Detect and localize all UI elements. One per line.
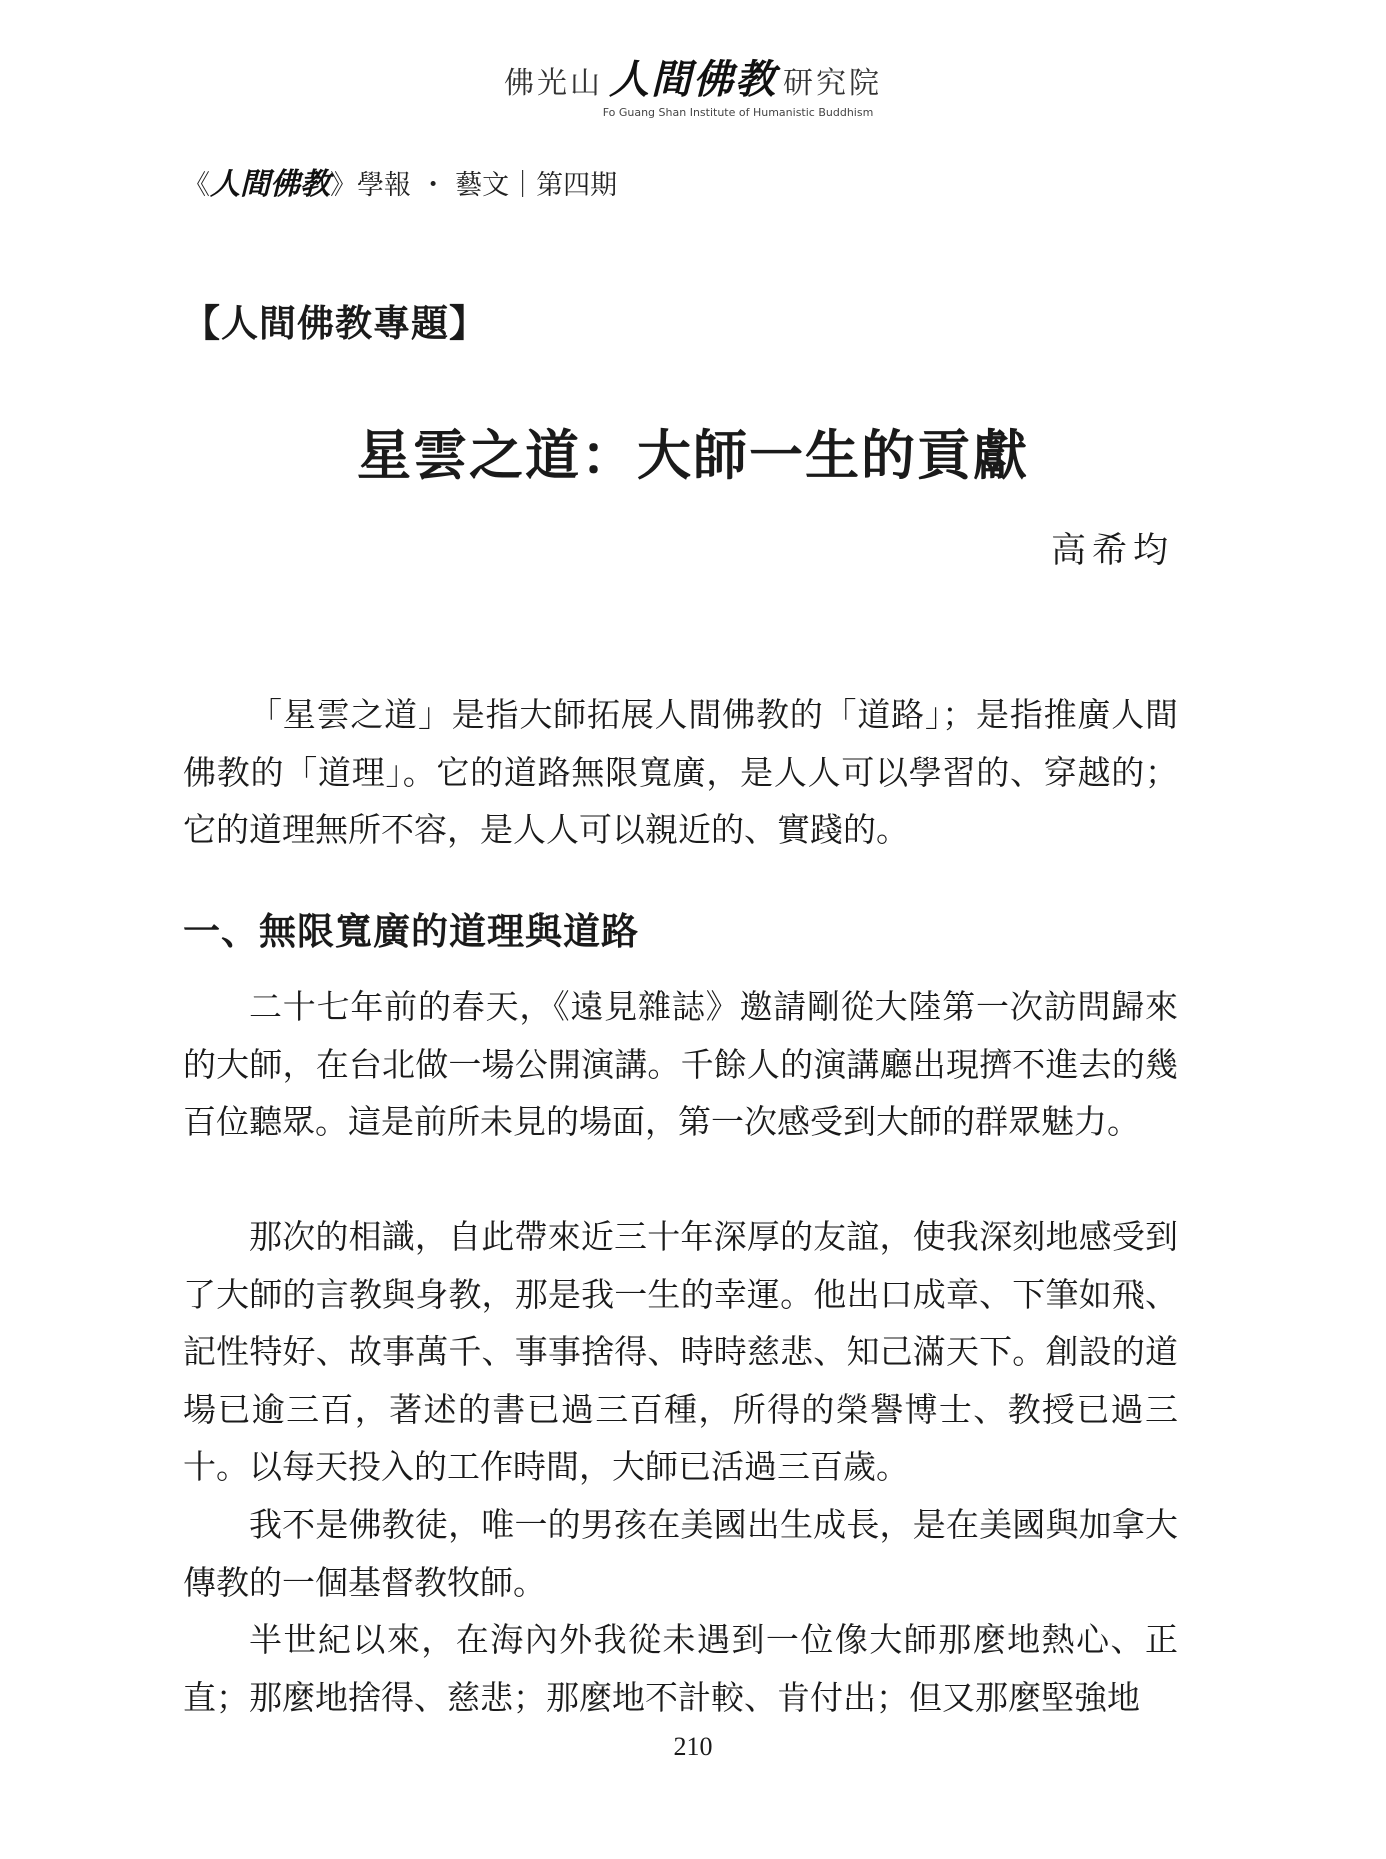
body-paragraph: 我不是佛教徒，唯一的男孩在美國出生成長，是在美國與加拿大傳教的一個基督教牧師。 (183, 1505, 1178, 1602)
section-heading: 一、無限寬廣的道理與道路 (183, 909, 639, 953)
institute-english-name: Fo Guang Shan Institute of Humanistic Buddhism (602, 106, 874, 119)
journal-running-header (183, 168, 617, 203)
article-title: 星雲之道：大師一生的貢獻 (357, 423, 1029, 487)
body-paragraph: 二十七年前的春天，《遠見雜誌》邀請剛從大陸第一次訪問歸來的大師，在台北做一場公開演講。千餘人的演講廳出現擠不進去的幾百位聽眾。這是前所未見的場面，第一次感受到大師的群眾魅力。 (183, 987, 1178, 1141)
institute-brand-logo: 人間佛教 (609, 56, 777, 103)
intro-paragraph: 「星雲之道」是指大師拓展人間佛教的「道路」；是指推廣人間佛教的「道理」。它的道路無限寬廣，是人人可以學習的、穿越的；它的道理無所不容，是人人可以親近的、實踐的。 (183, 695, 1178, 849)
institute-prefix: 佛光山 (504, 66, 603, 101)
article-author: 高希均 (1050, 531, 1174, 571)
journal-brand-logo: 人間佛教 (210, 167, 330, 202)
body-paragraph: 半世紀以來，在海內外我從未遇到一位像大師那麼地熱心、正直；那麼地捨得、慈悲；那麼地不計較、肯付出；但又那麼堅強地 (183, 1620, 1178, 1717)
page-number: 210 (673, 1732, 713, 1761)
institute-name (0, 56, 1386, 104)
institute-header (0, 56, 1386, 119)
institute-suffix: 研究院 (783, 66, 882, 101)
journal-issue: 》學報 ・ 藝文｜第四期 (330, 170, 618, 201)
journal-open-bracket: 《 (183, 170, 210, 201)
body-paragraph: 那次的相識，自此帶來近三十年深厚的友誼，使我深刻地感受到了大師的言教與身教，那是我一生的幸運。他出口成章、下筆如飛、記性特好、故事萬千、事事捨得、時時慈悲、知己滿天下。創設的道場已逾三百，著述的書已過三百種，所得的榮譽博士、教授已過三十。以每天投入的工作時間，大師已活過三百歲。 (183, 1217, 1178, 1486)
section-tag: 【人間佛教專題】 (183, 301, 487, 345)
